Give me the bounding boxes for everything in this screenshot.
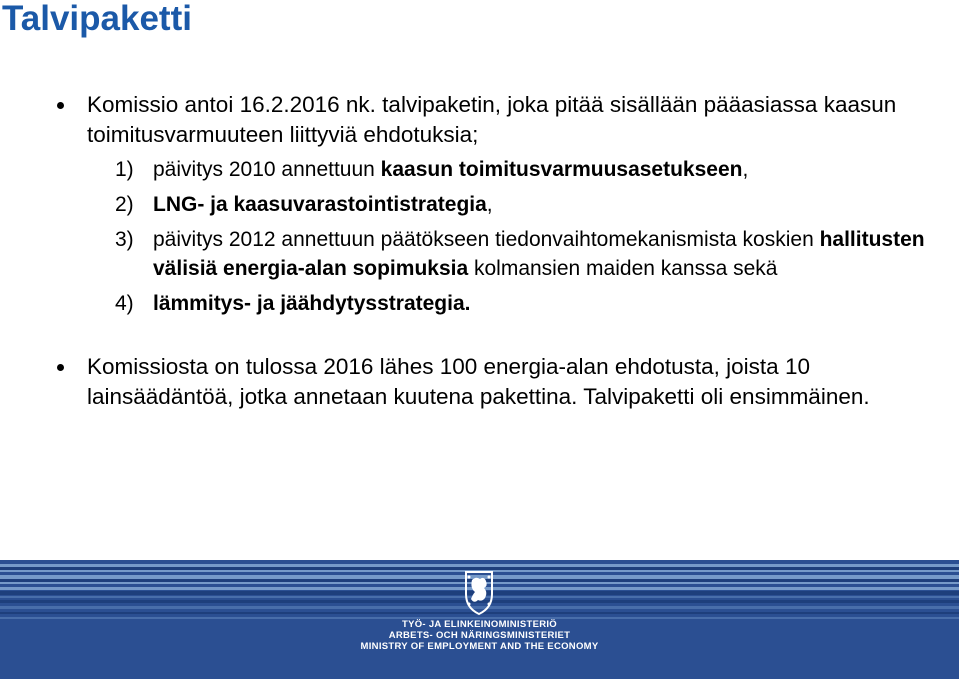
numbered-item-1: [0, 155, 953, 184]
bullet-text: Komissiosta on tulossa 2016 lähes 100 energia-alan ehdotusta, joista 10 lainsäädäntöä, jotka annetaan kuutena pakettina. Talvipaketti oli ensimmäinen.: [87, 354, 870, 409]
item-bold-text: hallitusten välisiä energia-alan sopimuksia: [153, 228, 925, 280]
bullet-item-2: [0, 352, 947, 411]
page-title: Talvipaketti: [2, 0, 192, 38]
item-number: 2): [115, 193, 134, 216]
ministry-footer: [0, 560, 959, 679]
item-text: päivitys 2012 annettuun päätökseen tiedonvaihtomekanismista koskien: [153, 228, 820, 251]
lion-crest-icon: [458, 566, 500, 616]
item-bold-text: lämmitys- ja jäähdytysstrategia.: [153, 292, 471, 315]
numbered-item-3: [0, 225, 953, 283]
item-bold-text: kaasun toimitusvarmuusasetukseen: [380, 158, 743, 181]
item-number: 4): [115, 292, 134, 315]
numbered-item-2: [0, 190, 953, 219]
item-number: 3): [115, 228, 134, 251]
bullet-text: Komissio antoi 16.2.2016 nk. talvipaketin, joka pitää sisällään pääasiassa kaasun toimitusvarmuuteen liittyviä ehdotuksia;: [87, 92, 897, 147]
bullet-item-1: [0, 90, 947, 149]
slide-content: [0, 90, 959, 411]
ministry-name-sv: ARBETS- OCH NÄRINGSMINISTERIET: [388, 630, 571, 641]
ministry-name-fi: TYÖ- JA ELINKEINOMINISTERIÖ: [401, 619, 557, 630]
ministry-name-en: MINISTRY OF EMPLOYMENT AND THE ECONOMY: [360, 641, 599, 652]
bullet-dot-icon: [57, 364, 64, 371]
numbered-item-4: [0, 289, 953, 318]
item-bold-text: LNG- ja kaasuvarastointistrategia: [153, 193, 487, 216]
item-number: 1): [115, 158, 134, 181]
bullet-dot-icon: [57, 102, 64, 109]
item-text-end: kolmansien maiden kanssa sekä: [468, 257, 778, 280]
item-text-end: ,: [742, 158, 749, 181]
item-text-end: ,: [486, 193, 493, 216]
item-text: päivitys 2010 annettuun: [153, 158, 381, 181]
